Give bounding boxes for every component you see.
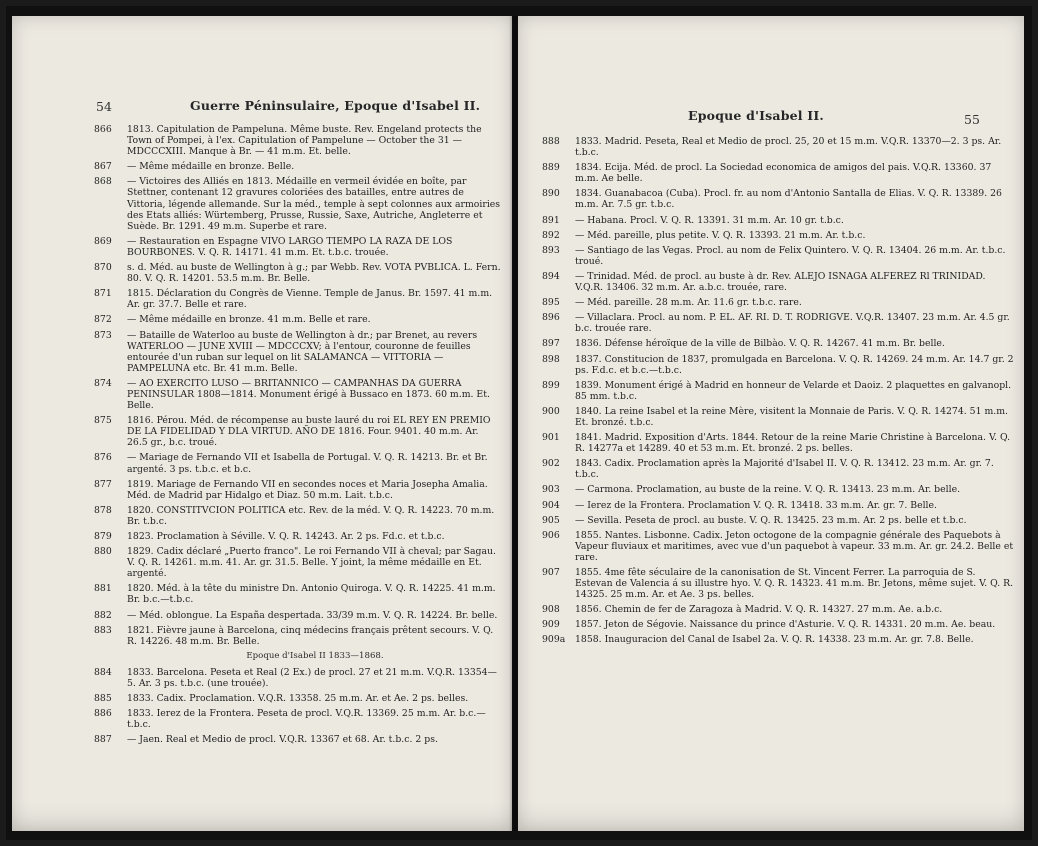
catalog-entry	[94, 378, 506, 411]
entry-number: 878	[94, 504, 112, 516]
catalog-entry	[518, 271, 1018, 293]
entry-number: 904	[542, 499, 560, 511]
entry-number: 868	[94, 176, 112, 188]
book-spread	[6, 6, 1032, 840]
entry-text: — Même médaille en bronze. 41 m.m. Belle et rare.	[127, 314, 371, 326]
entry-text: 1843. Cadix. Proclamation après la Majorité d'Isabel II. V. Q. R. 13412. 23 m.m. Ar. gr. 7. t.b.c.	[575, 458, 994, 481]
entry-number: 866	[94, 124, 112, 135]
entry-number: 891	[542, 214, 560, 226]
entry-number: 896	[542, 312, 560, 324]
entry-text: — Santiago de las Vegas. Procl. au nom de Felix Quintero. V. Q. R. 13404. 26 m.m. Ar. t.b.c. troué.	[575, 244, 1006, 267]
entry-number: 902	[542, 458, 560, 470]
catalog-entry	[518, 530, 1018, 563]
entry-text: 1841. Madrid. Exposition d'Arts. 1844. Retour de la reine Marie Christine à Barcelona. V. Q. R. 14277a et 14289. 40 et 53 m.m. Et. bronzé. 2 ps. belles.	[575, 432, 1011, 455]
entry-number: 874	[94, 377, 112, 389]
catalog-entry	[518, 230, 1018, 241]
catalog-entry	[94, 583, 506, 605]
catalog-entry	[94, 625, 506, 647]
entry-number: 880	[94, 546, 112, 558]
catalog-entry	[94, 176, 506, 231]
entry-number: 901	[542, 432, 560, 444]
entry-number: 890	[542, 188, 560, 200]
entry-number: 909	[542, 619, 560, 631]
catalog-entry	[518, 484, 1018, 495]
entry-number: 899	[542, 379, 560, 391]
catalog-entry	[94, 667, 506, 689]
entry-number: 907	[542, 567, 560, 578]
entry-number: 871	[94, 288, 112, 300]
catalog-entry	[518, 406, 1018, 428]
catalog-entry	[518, 515, 1018, 526]
entry-text: — Habana. Procl. V. Q. R. 13391. 31 m.m. Ar. 10 gr. t.b.c.	[575, 214, 844, 226]
entry-number: 870	[94, 262, 112, 274]
catalog-entry	[518, 500, 1018, 511]
entry-text: 1833. Barcelona. Peseta et Real (2 Ex.) de procl. 27 et 21 m.m. V.Q.R. 13354—5. Ar. 3 ps. t.b.c. (une trouée).	[127, 666, 497, 690]
catalog-entry	[518, 458, 1018, 480]
entry-number: 884	[94, 666, 112, 678]
catalog-entry	[94, 314, 506, 325]
entry-number: 898	[542, 353, 560, 365]
catalog-entry	[94, 734, 506, 745]
page-shadow	[12, 801, 512, 831]
catalog-entry	[94, 505, 506, 527]
entry-number: 895	[542, 297, 560, 309]
entry-text: 1819. Mariage de Fernando VII en secondes noces et Maria Josepha Amalia. Méd. de Madrid par Hidalgo et Diaz. 50 m.m. Lait. t.b.c.	[127, 478, 488, 501]
entry-text: 1834. Ecija. Méd. de procl. La Sociedad economica de amigos del pais. V.Q.R. 13360. 37 m.m. Ae belle.	[575, 162, 992, 185]
catalog-entry	[518, 188, 1018, 210]
entry-text: 1820. CONSTITVCION POLITICA etc. Rev. de la méd. V. Q. R. 14223. 70 m.m. Br. t.b.c.	[127, 504, 495, 527]
entry-text: — Restauration en Espagne VIVO LARGO TIEMPO LA RAZA DE LOS BOURBONES. V. Q. R. 14171. 41 m.m. Et. t.b.c. trouée.	[127, 235, 453, 258]
catalog-entry	[518, 380, 1018, 402]
entry-text: 1813. Capitulation de Pampeluna. Même buste. Rev. Engeland protects the Town of Pompei, à l'ex. Capitulation of Pampelune — October the 31 — MDCCCXIII. Manque à Br. — 41 m.m. Et. belle.	[127, 124, 482, 158]
entry-text: — Même médaille en bronze. Belle.	[127, 161, 295, 173]
entry-text: 1833. Ierez de la Frontera. Peseta de procl. V.Q.R. 13369. 25 m.m. Ar. b.c.—t.b.c.	[127, 708, 486, 731]
page-shadow	[518, 801, 1024, 831]
entry-text: 1829. Cadix déclaré „Puerto franco". Le roi Fernando VII à cheval; par Sagau. V. Q. R. 14261. m.m. 41. Ar. gr. 31.5. Belle. Y joint, la même médaille en Et. argenté.	[127, 546, 496, 580]
entry-number: 875	[94, 415, 112, 427]
entry-text: 1840. La reine Isabel et la reine Mère, visitent la Monnaie de Paris. V. Q. R. 14274. 51 m.m. Et. bronzé. t.b.c.	[575, 405, 1008, 428]
running-title: Epoque d'Isabel II.	[688, 108, 824, 123]
entry-number: 885	[94, 693, 112, 705]
running-title: Guerre Péninsulaire, Epoque d'Isabel II.	[190, 98, 481, 113]
catalog-entry	[518, 354, 1018, 376]
entry-number: 906	[542, 529, 560, 541]
entry-text: 1858. Inauguracion del Canal de Isabel 2a. V. Q. R. 14338. 23 m.m. Ar. gr. 7.8. Belle.	[575, 634, 974, 646]
catalog-entry	[94, 236, 506, 258]
catalog-entry	[518, 432, 1018, 454]
entry-text: 1857. Jeton de Ségovie. Naissance du prince d'Asturie. V. Q. R. 14331. 20 m.m. Ae. beau.	[575, 619, 996, 631]
entry-text: — AO EXERCITO LUSO — BRITANNICO — CAMPANHAS DA GUERRA PENINSULAR 1808—1814. Monument érigé à Bussaco en 1873. 60 m.m. Et. Belle.	[127, 377, 490, 412]
catalog-entry	[518, 245, 1018, 267]
entry-text: 1821. Fièvre jaune à Barcelona, cinq médecins français prêtent secours. V. Q. R. 14226. 48 m.m. Br. Belle.	[127, 624, 494, 647]
catalog-entry	[94, 262, 506, 284]
entry-text: s. d. Méd. au buste de Wellington à g.; par Webb. Rev. VOTA PVBLICA. L. Fern. 80. V. Q. R. 14201. 53.5 m.m. Br. Belle.	[127, 262, 501, 285]
entry-number: 886	[94, 708, 112, 720]
page-number: 55	[964, 112, 980, 127]
catalog-entry	[94, 415, 506, 448]
catalog-entry	[94, 610, 506, 621]
entry-number: 889	[542, 162, 560, 174]
catalog-entry	[94, 124, 506, 157]
catalog-entry	[518, 162, 1018, 184]
entry-text: 1815. Déclaration du Congrès de Vienne. Temple de Janus. Br. 1597. 41 m.m. Ar. gr. 37.7. Belle et rare.	[127, 288, 493, 311]
catalog-entry	[518, 215, 1018, 226]
catalog-entry	[94, 531, 506, 542]
catalog-entry	[94, 708, 506, 730]
entry-text: — Sevilla. Peseta de procl. au buste. V. Q. R. 13425. 23 m.m. Ar. 2 ps. belle et t.b.c.	[575, 514, 967, 526]
entry-number: 909a	[542, 634, 566, 646]
catalog-entry	[94, 479, 506, 501]
catalog-entry	[94, 161, 506, 172]
page-number: 54	[96, 99, 112, 114]
entry-number: 887	[94, 734, 112, 746]
entry-number: 903	[542, 484, 560, 496]
entry-text: 1837. Constitucion de 1837, promulgada en Barcelona. V. Q. R. 14269. 24 m.m. Ar. 14.7 gr. 2 ps. F.d.c. et b.c.—t.b.c.	[575, 353, 1014, 376]
entry-number: 893	[542, 244, 560, 256]
entry-number: 881	[94, 583, 112, 595]
entry-number: 900	[542, 405, 560, 417]
entry-number: 879	[94, 531, 112, 542]
entry-number: 897	[542, 338, 560, 350]
entry-number: 892	[542, 229, 560, 241]
catalog-entry	[518, 136, 1018, 158]
entry-number: 905	[542, 514, 560, 526]
entry-number: 869	[94, 235, 112, 247]
right-page	[518, 16, 1024, 831]
entry-text: — Victoires des Alliés en 1813. Médaille en vermeil évidée en boîte, par Stettner, contenant 12 gravures coloriées des batailles, entre autres de Vittoria, légende allemande. Sur la méd., temple à sept colonnes aux armoiries des Etats alliés: Würtemberg, Prusse, Russie, Saxe, Autriche, Angleterre et Suède. Br. 1291. 49 m.m. Superbe et rare.	[127, 176, 501, 232]
entry-list	[94, 124, 506, 750]
section-label: Epoque d'Isabel II 1833—1868.	[246, 650, 384, 661]
entry-text: 1816. Pérou. Méd. de récompense au buste lauré du roi EL REY EN PREMIO DE LA FIDELIDAD Y DLA VIRTUD. AÑO DE 1816. Four. 9401. 40 m.m. Ar. 26.5 gr., b.c. troué.	[127, 415, 491, 449]
catalog-entry	[94, 288, 506, 310]
entry-text: 1834. Guanabacoa (Cuba). Procl. fr. au nom d'Antonio Santalla de Elias. V. Q. R. 13389. 26 m.m. Ar. 7.5 gr. t.b.c.	[575, 188, 1002, 211]
catalog-entry	[518, 619, 1018, 630]
catalog-entry	[94, 546, 506, 579]
catalog-entry	[518, 338, 1018, 349]
entry-number: 877	[94, 478, 112, 490]
entry-text: — Méd. pareille, plus petite. V. Q. R. 13393. 21 m.m. Ar. t.b.c.	[575, 229, 866, 241]
entry-number: 882	[94, 609, 112, 621]
entry-text: — Méd. oblongue. La España despertada. 33/39 m.m. V. Q. R. 14224. Br. belle.	[127, 609, 498, 621]
catalog-entry	[94, 330, 506, 374]
entry-text: — Trinidad. Méd. de procl. au buste à dr. Rev. ALEJO ISNAGA ALFEREZ Rl TRINIDAD. V.Q.R. 13406. 32 m.m. Ar. a.b.c. trouée, rare.	[575, 270, 986, 294]
entry-number: 883	[94, 624, 112, 636]
entry-number: 867	[94, 161, 112, 173]
catalog-entry	[94, 452, 506, 474]
entry-text: 1839. Monument érigé à Madrid en honneur de Velarde et Daoiz. 2 plaquettes en galvanopl. 85 mm. t.b.c.	[575, 379, 1012, 402]
entry-text: — Ierez de la Frontera. Proclamation V. Q. R. 13418. 33 m.m. Ar. gr. 7. Belle.	[575, 499, 937, 511]
entry-list	[518, 136, 1018, 650]
entry-number: 873	[94, 329, 112, 341]
entry-text: — Méd. pareille. 28 m.m. Ar. 11.6 gr. t.b.c. rare.	[575, 297, 802, 309]
entry-text: — Mariage de Fernando VII et Isabella de Portugal. V. Q. R. 14213. Br. et Br. argenté. 3 ps. t.b.c. et b.c.	[127, 452, 488, 475]
entry-text: 1820. Méd. à la tête du ministre Dn. Antonio Quiroga. V. Q. R. 14225. 41 m.m. Br. b.c.—t.b.c.	[127, 583, 496, 606]
entry-text: — Bataille de Waterloo au buste de Wellington à dr.; par Brenet, au revers WATERLOO — JUNE XVIII — MDCCCXV; à l'entour, couronne de feuilles entourée d'un ruban sur lequel on lit SALAMANCA — VITTORIA — PAMPELUNA etc. Br. 41 m.m. Belle.	[127, 329, 478, 374]
entry-text: 1833. Cadix. Proclamation. V.Q.R. 13358. 25 m.m. Ar. et Ae. 2 ps. belles.	[127, 693, 469, 705]
entry-text: — Jaen. Real et Medio de procl. V.Q.R. 13367 et 68. Ar. t.b.c. 2 ps.	[127, 734, 438, 746]
catalog-entry	[518, 297, 1018, 308]
left-page	[12, 16, 512, 831]
catalog-entry	[518, 312, 1018, 334]
entry-text: — Villaclara. Procl. au nom. P. EL. AF. RI. D. T. RODRIGVE. V.Q.R. 13407. 23 m.m. Ar. 4.5 gr. b.c. trouée rare.	[575, 312, 1010, 335]
entry-number: 908	[542, 604, 560, 616]
entry-text: 1836. Défense héroïque de la ville de Bilbào. V. Q. R. 14267. 41 m.m. Br. belle.	[575, 338, 945, 350]
catalog-entry	[94, 693, 506, 704]
entry-text: — Carmona. Proclamation, au buste de la reine. V. Q. R. 13413. 23 m.m. Ar. belle.	[575, 484, 961, 496]
entry-text: 1855. 4me fête séculaire de la canonisation de St. Vincent Ferrer. La parroquia de S. Estevan de Valencia á su illustre hyo. V. Q. R. 14323. 41 m.m. Br. Jetons, même sujet. V. Q. R. 14325. 25 m.m. Ar. et Ae. 3 ps. belles.	[575, 567, 1014, 601]
entry-text: 1855. Nantes. Lisbonne. Cadix. Jeton octogone de la compagnie générale des Paquebots à Vapeur fluviaux et maritimes, avec vue d'un paquebot à vapeur. 33 m.m. Ar. gr. 24.2. Belle et rare.	[575, 529, 1014, 563]
entry-text: 1833. Madrid. Peseta, Real et Medio de procl. 25, 20 et 15 m.m. V.Q.R. 13370—2. 3 ps. Ar. t.b.c.	[575, 136, 1002, 159]
catalog-entry	[518, 604, 1018, 615]
catalog-entry	[518, 634, 1018, 645]
catalog-entry	[518, 567, 1018, 600]
entry-number: 888	[542, 136, 560, 147]
entry-number: 872	[94, 314, 112, 326]
entry-number: 894	[542, 270, 560, 282]
entry-text: 1823. Proclamation à Séville. V. Q. R. 14243. Ar. 2 ps. Fd.c. et t.b.c.	[127, 531, 445, 542]
entry-text: 1856. Chemin de fer de Zaragoza à Madrid. V. Q. R. 14327. 27 m.m. Ae. a.b.c.	[575, 604, 943, 616]
entry-number: 876	[94, 452, 112, 464]
